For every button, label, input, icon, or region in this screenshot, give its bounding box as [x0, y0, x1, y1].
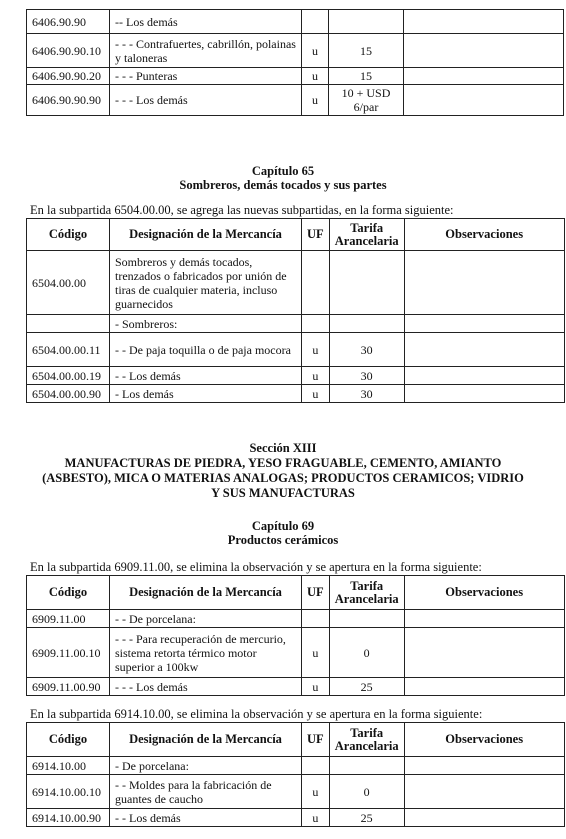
chapter-69-title: Capítulo 69 — [251, 519, 315, 533]
code-cell — [27, 315, 110, 333]
code-cell: 6914.10.00.90 — [27, 809, 110, 827]
observaciones-cell — [404, 757, 564, 775]
table-row — [27, 385, 565, 403]
tarifa-cell — [329, 251, 404, 315]
header-codigo: Código — [27, 723, 110, 757]
header-observaciones: Observaciones — [404, 219, 564, 251]
code-cell: 6504.00.00 — [27, 251, 110, 315]
section-13-line-1: MANUFACTURAS DE PIEDRA, YESO FRAGUABLE, CEMENTO, AMIANTO — [64, 456, 502, 470]
table-row — [27, 315, 565, 333]
observaciones-cell — [404, 385, 564, 403]
observaciones-cell — [404, 68, 564, 85]
uf-cell: u — [302, 385, 330, 403]
uf-cell — [302, 10, 329, 34]
code-cell: 6909.11.00 — [27, 610, 110, 628]
table-row — [27, 251, 565, 315]
code-cell: 6406.90.90.20 — [27, 68, 110, 85]
table-header-row — [27, 576, 565, 610]
tarifa-cell — [329, 315, 404, 333]
header-tarifa: Tarifa Arancelaria — [329, 576, 404, 610]
uf-cell — [302, 315, 330, 333]
header-tarifa: Tarifa Arancelaria — [329, 219, 404, 251]
table-row — [27, 367, 565, 385]
code-cell: 6914.10.00.10 — [27, 775, 110, 809]
observaciones-cell — [404, 628, 564, 678]
tarifa-cell — [329, 757, 404, 775]
header-uf: UF — [302, 723, 330, 757]
table-row — [27, 333, 565, 367]
description-cell: - - Los demás — [110, 367, 302, 385]
tarifa-cell: 10 + USD 6/par — [329, 85, 404, 116]
observaciones-cell — [404, 34, 564, 68]
observaciones-cell — [404, 85, 564, 116]
table-row — [27, 757, 565, 775]
description-cell: - De porcelana: — [110, 757, 302, 775]
table-6914 — [26, 722, 565, 827]
table-row — [27, 809, 565, 827]
table-6504 — [26, 218, 565, 403]
description-cell: - - - Los demás — [110, 678, 302, 696]
table-row — [27, 628, 565, 678]
tarifa-cell: 30 — [329, 367, 404, 385]
code-cell: 6914.10.00 — [27, 757, 110, 775]
header-codigo: Código — [27, 219, 110, 251]
code-cell: 6406.90.90.10 — [27, 34, 110, 68]
description-cell: -- Los demás — [110, 10, 302, 34]
code-cell: 6909.11.00.10 — [27, 628, 110, 678]
code-cell: 6504.00.00.19 — [27, 367, 110, 385]
tarifa-cell: 15 — [329, 34, 404, 68]
uf-cell — [302, 610, 330, 628]
observaciones-cell — [404, 315, 564, 333]
uf-cell — [302, 757, 330, 775]
code-cell: 6406.90.90 — [27, 10, 110, 34]
uf-cell: u — [302, 85, 329, 116]
table-header-row — [27, 219, 565, 251]
uf-cell: u — [302, 34, 329, 68]
code-cell: 6406.90.90.90 — [27, 85, 110, 116]
observaciones-cell — [404, 251, 564, 315]
description-cell: - - Moldes para la fabricación de guantes de caucho — [110, 775, 302, 809]
code-cell: 6909.11.00.90 — [27, 678, 110, 696]
header-tarifa: Tarifa Arancelaria — [329, 723, 404, 757]
code-cell: 6504.00.00.11 — [27, 333, 110, 367]
header-designacion: Designación de la Mercancía — [110, 723, 302, 757]
uf-cell: u — [302, 333, 330, 367]
description-cell: - - - Los demás — [110, 85, 302, 116]
table-6909 — [26, 575, 565, 696]
tarifa-cell — [329, 610, 404, 628]
uf-cell: u — [302, 678, 330, 696]
description-cell: - Sombreros: — [110, 315, 302, 333]
header-codigo: Código — [27, 576, 110, 610]
description-cell: - - - Punteras — [110, 68, 302, 85]
chapter-69-intro-2: En la subpartida 6914.10.00, se elimina la observación y se apertura en la forma siguiente: — [30, 707, 483, 721]
description-cell: - - - Para recuperación de mercurio, sistema retorta térmico motor superior a 100kw — [110, 628, 302, 678]
tarifa-cell: 30 — [329, 385, 404, 403]
tarifa-cell: 30 — [329, 333, 404, 367]
header-observaciones: Observaciones — [404, 723, 564, 757]
observaciones-cell — [404, 809, 564, 827]
chapter-65-subtitle: Sombreros, demás tocados y sus partes — [179, 178, 387, 192]
uf-cell: u — [302, 809, 330, 827]
tarifa-cell: 25 — [329, 809, 404, 827]
description-cell: - - De porcelana: — [110, 610, 302, 628]
section-13-line-3: Y SUS MANUFACTURAS — [211, 486, 355, 500]
chapter-69-subtitle: Productos cerámicos — [227, 533, 339, 547]
code-cell: 6504.00.00.90 — [27, 385, 110, 403]
table-row — [27, 678, 565, 696]
table-row — [27, 85, 564, 116]
observaciones-cell — [404, 333, 564, 367]
description-cell: - Los demás — [110, 385, 302, 403]
tarifa-cell — [329, 10, 404, 34]
uf-cell — [302, 251, 330, 315]
table-row — [27, 10, 564, 34]
table-6406 — [26, 9, 564, 116]
tarifa-cell: 0 — [329, 775, 404, 809]
observaciones-cell — [404, 10, 564, 34]
observaciones-cell — [404, 775, 564, 809]
uf-cell: u — [302, 775, 330, 809]
header-designacion: Designación de la Mercancía — [110, 576, 302, 610]
description-cell: - - Los demás — [110, 809, 302, 827]
table-header-row — [27, 723, 565, 757]
observaciones-cell — [404, 610, 564, 628]
chapter-65-title: Capítulo 65 — [251, 164, 315, 178]
table-row — [27, 34, 564, 68]
description-cell: Sombreros y demás tocados, trenzados o fabricados por unión de tiras de cualquier materia, incluso guarnecidos — [110, 251, 302, 315]
chapter-65-intro: En la subpartida 6504.00.00, se agrega las nuevas subpartidas, en la forma siguiente: — [30, 203, 454, 217]
uf-cell: u — [302, 628, 330, 678]
uf-cell: u — [302, 68, 329, 85]
description-cell: - - De paja toquilla o de paja mocora — [110, 333, 302, 367]
table-row — [27, 775, 565, 809]
chapter-69-intro-1: En la subpartida 6909.11.00, se elimina la observación y se apertura en la forma siguiente: — [30, 560, 482, 574]
observaciones-cell — [404, 678, 564, 696]
section-13-line-2: (ASBESTO), MICA O MATERIAS ANALOGAS; PRODUCTOS CERAMICOS; VIDRIO — [42, 471, 524, 485]
section-13-title: Sección XIII — [249, 441, 317, 455]
header-uf: UF — [302, 219, 330, 251]
uf-cell: u — [302, 367, 330, 385]
header-uf: UF — [302, 576, 330, 610]
tarifa-cell: 0 — [329, 628, 404, 678]
header-observaciones: Observaciones — [404, 576, 564, 610]
header-designacion: Designación de la Mercancía — [110, 219, 302, 251]
description-cell: - - - Contrafuertes, cabrillón, polainas y taloneras — [110, 34, 302, 68]
table-row — [27, 610, 565, 628]
observaciones-cell — [404, 367, 564, 385]
tarifa-cell: 15 — [329, 68, 404, 85]
tarifa-cell: 25 — [329, 678, 404, 696]
table-row — [27, 68, 564, 85]
